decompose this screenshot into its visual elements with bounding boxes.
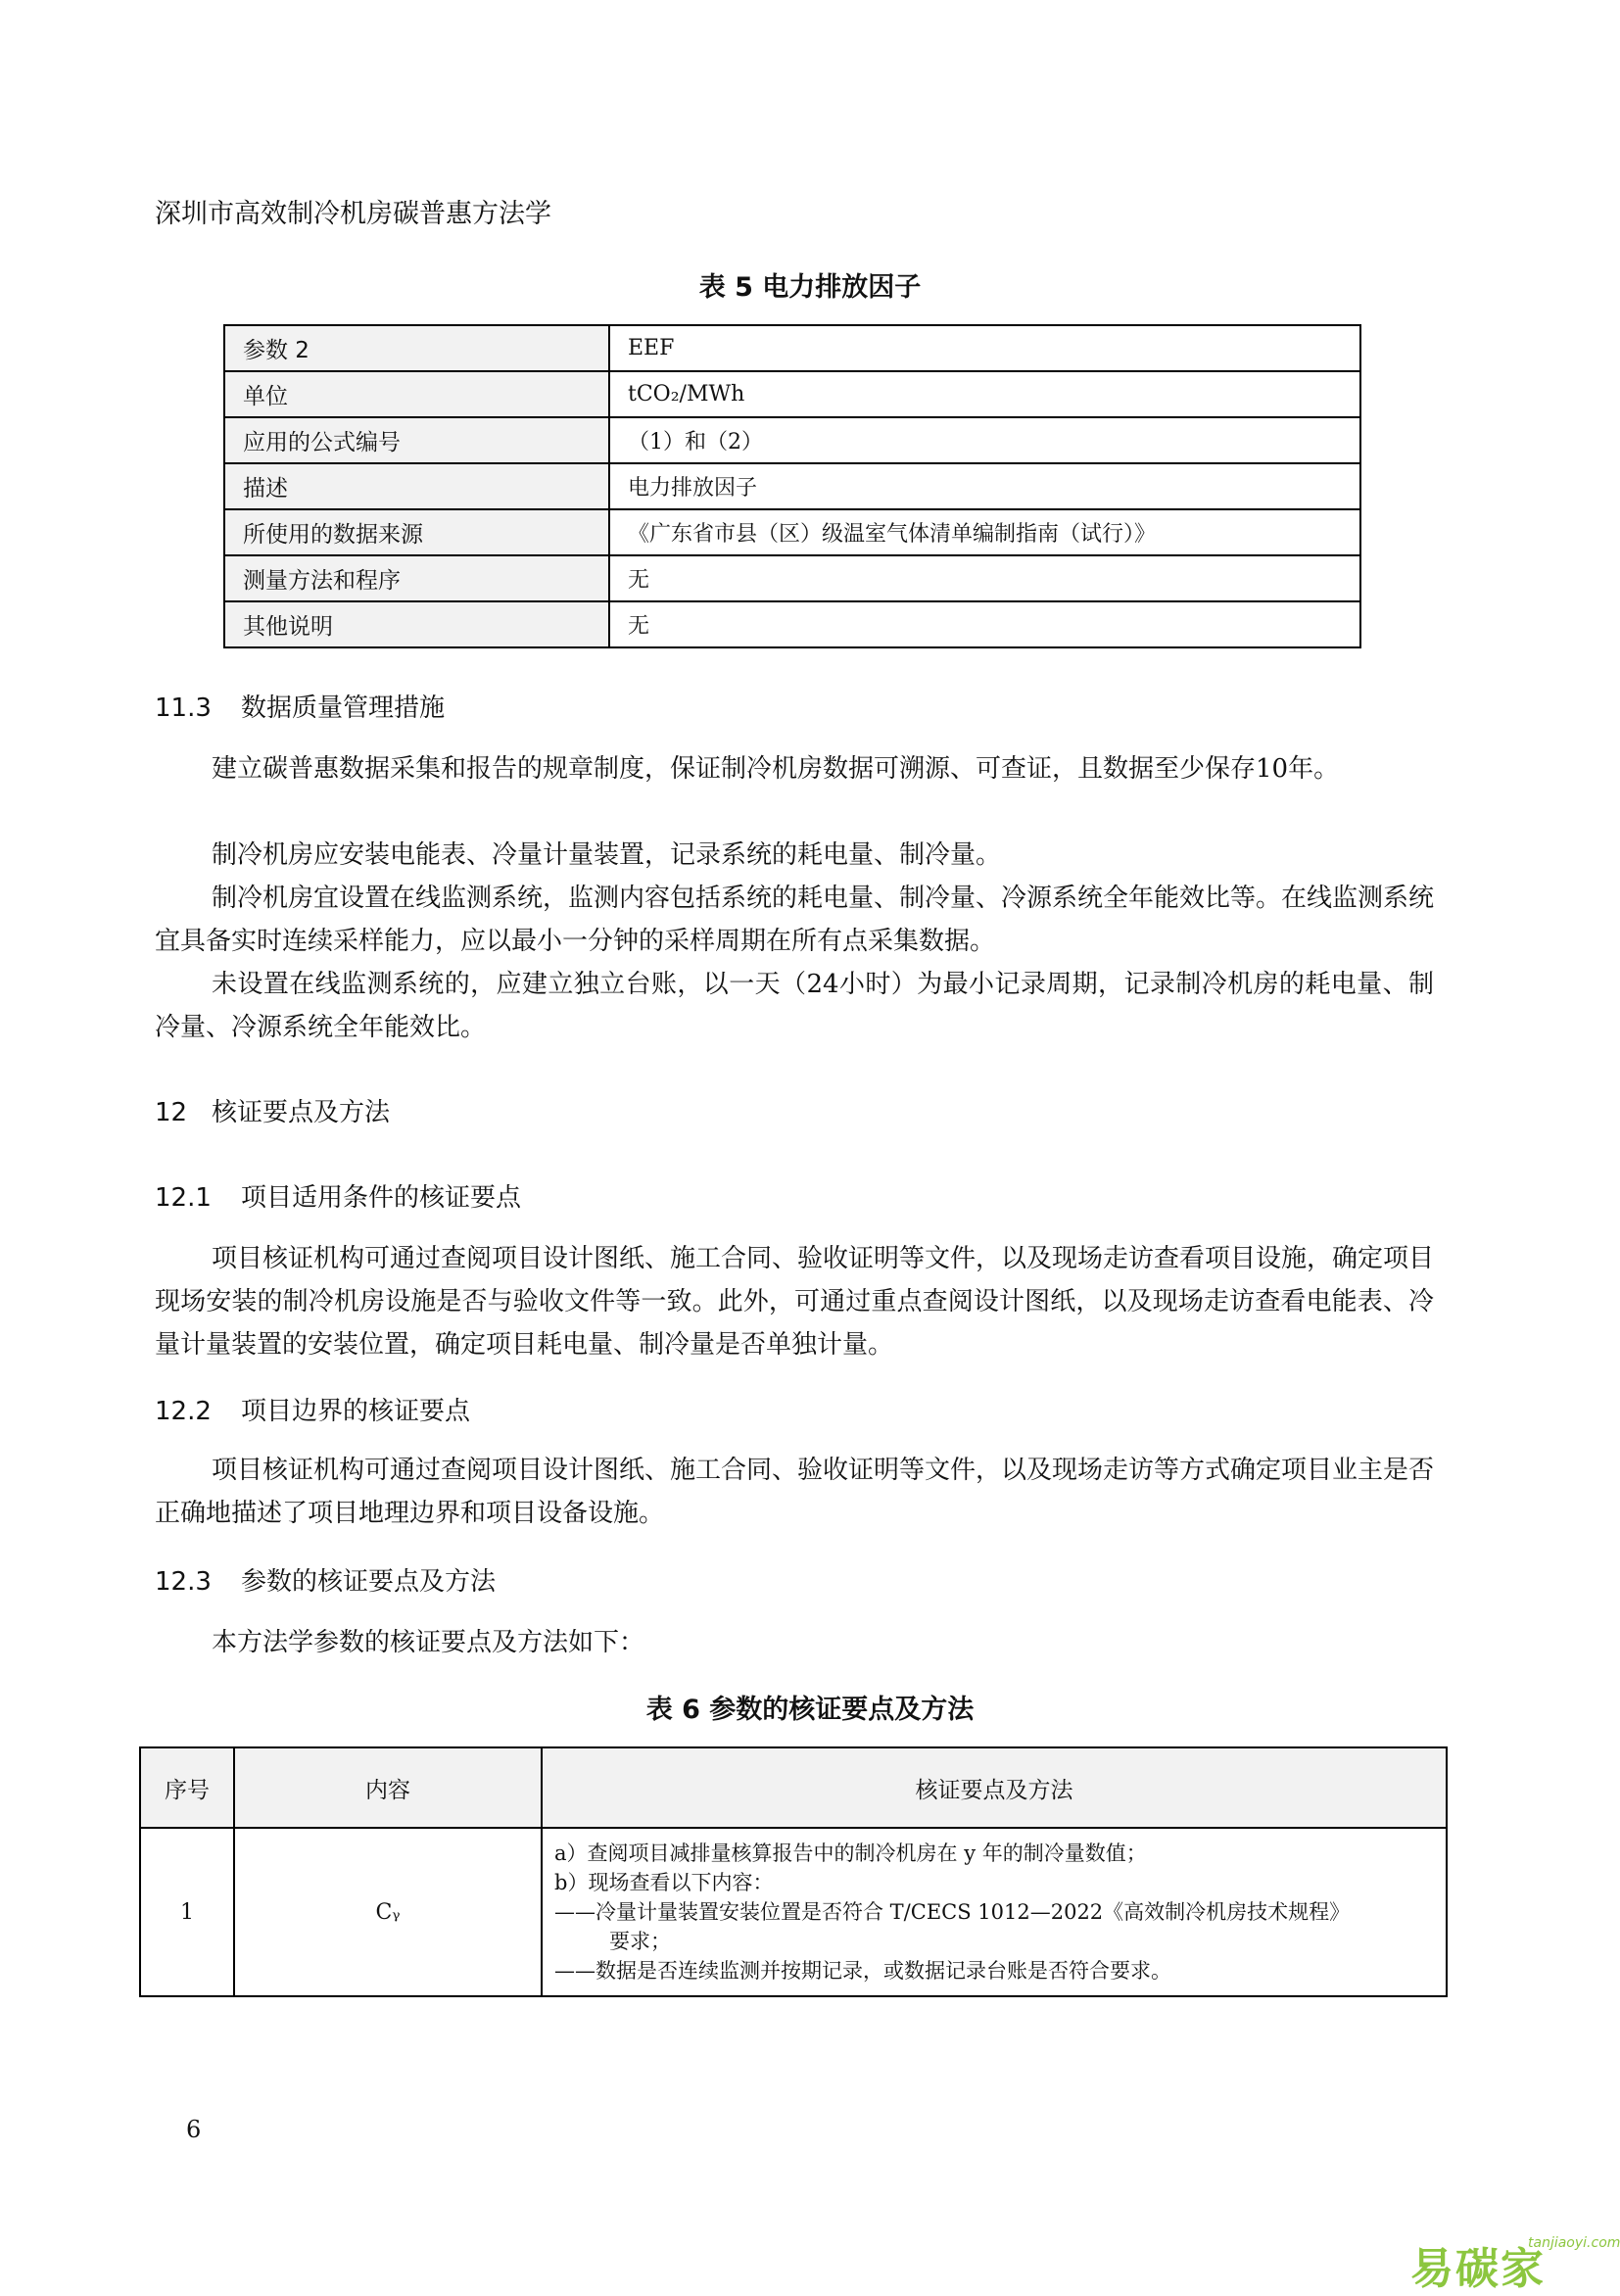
method-line: 要求； <box>609 1930 671 1953</box>
table5-key: 描述 <box>224 463 609 509</box>
table-header-row <box>140 1747 1447 1828</box>
section-11-3-heading <box>155 688 445 724</box>
table5-key: 其他说明 <box>224 601 609 647</box>
paragraph: 项目核证机构可通过查阅项目设计图纸、施工合同、验收证明等文件，以及现场走访等方式确定项目业主是否正确地描述了项目地理边界和项目设备设施。 <box>155 1456 1435 1528</box>
method-line: a）查阅项目减排量核算报告中的制冷机房在 y 年的制冷量数值； <box>554 1842 1147 1865</box>
paragraph: 制冷机房宜设置在线监测系统，监测内容包括系统的耗电量、制冷量、冷源系统全年能效比等。在线监测系统宜具备实时连续采样能力，应以最小一分钟的采样周期在所有点采集数据。 <box>155 884 1435 956</box>
table5-value: 电力排放因子 <box>609 463 1360 509</box>
table5-key: 参数 2 <box>224 325 609 371</box>
table5-caption: 表 5 电力排放因子 <box>698 272 922 303</box>
section-title: 数据质量管理措施 <box>241 694 446 723</box>
column-header: 序号 <box>140 1747 234 1828</box>
paragraph: 本方法学参数的核证要点及方法如下： <box>212 1628 645 1657</box>
table-row <box>224 371 1360 417</box>
table-row <box>224 325 1360 371</box>
method-line: ——数据是否连续监测并按期记录，或数据记录台账是否符合要求。 <box>554 1959 1171 1983</box>
table-row <box>224 601 1360 647</box>
table5-key: 应用的公式编号 <box>224 417 609 463</box>
table5-key: 所使用的数据来源 <box>224 509 609 555</box>
table-row <box>224 555 1360 601</box>
paragraph: 建立碳普惠数据采集和报告的规章制度，保证制冷机房数据可溯源、可查证，且数据至少保存10年。 <box>212 754 1340 784</box>
section-number: 12.3 <box>155 1567 212 1597</box>
section-title: 参数的核证要点及方法 <box>241 1567 497 1597</box>
column-header: 核证要点及方法 <box>542 1747 1447 1828</box>
table5-key: 单位 <box>224 371 609 417</box>
table-row <box>224 463 1360 509</box>
method-line: b）现场查看以下内容： <box>554 1871 774 1894</box>
section-number: 12 <box>155 1098 188 1127</box>
table5-value: （1）和（2） <box>609 417 1360 463</box>
section-12-heading <box>155 1092 390 1128</box>
section-12-3-heading <box>155 1561 496 1598</box>
row-content: Cᵧ <box>234 1828 542 1996</box>
section-12-2-heading <box>155 1391 470 1427</box>
paragraph: 项目核证机构可通过查阅项目设计图纸、施工合同、验收证明等文件，以及现场走访查看项目设施，确定项目现场安装的制冷机房设施是否与验收文件等一致。此外，可通过重点查阅设计图纸，以及现场走访查看电能表、冷量计量装置的安装位置，确定项目耗电量、制冷量是否单独计量。 <box>155 1244 1435 1360</box>
table6 <box>139 1746 1448 1997</box>
table5-value: EEF <box>609 325 1360 371</box>
watermark-domain: tanjiaoyi.com <box>1528 2235 1620 2251</box>
section-title: 项目适用条件的核证要点 <box>241 1183 522 1213</box>
section-title: 项目边界的核证要点 <box>241 1397 471 1426</box>
method-line: ——冷量计量装置安装位置是否符合 T/CECS 1012—2022《高效制冷机房技术规程》 <box>554 1900 1351 1924</box>
table-row <box>140 1828 1447 1996</box>
table5-key: 测量方法和程序 <box>224 555 609 601</box>
section-title: 核证要点及方法 <box>212 1098 391 1127</box>
table5-value: tCO₂/MWh <box>609 371 1360 417</box>
paragraph: 未设置在线监测系统的，应建立独立台账，以一天（24小时）为最小记录周期，记录制冷机房的耗电量、制冷量、冷源系统全年能效比。 <box>155 970 1434 1042</box>
section-12-1-heading <box>155 1177 521 1214</box>
column-header: 内容 <box>234 1747 542 1828</box>
table5-value: 无 <box>609 555 1360 601</box>
section-number: 12.1 <box>155 1183 212 1213</box>
table5-value: 《广东省市县（区）级温室气体清单编制指南（试行）》 <box>609 509 1360 555</box>
row-method <box>542 1828 1447 1996</box>
page-number: 6 <box>186 2116 202 2143</box>
document-header: 深圳市高效制冷机房碳普惠方法学 <box>155 199 551 229</box>
section-number: 11.3 <box>155 694 212 723</box>
watermark-logo: 易碳家 <box>1410 2244 1546 2294</box>
section-number: 12.2 <box>155 1397 212 1426</box>
table5-value: 无 <box>609 601 1360 647</box>
table-row <box>224 509 1360 555</box>
paragraph: 制冷机房应安装电能表、冷量计量装置，记录系统的耗电量、制冷量。 <box>212 840 1002 870</box>
table5 <box>223 324 1361 648</box>
row-number: 1 <box>140 1828 234 1996</box>
table-row <box>224 417 1360 463</box>
table6-caption: 表 6 参数的核证要点及方法 <box>645 1695 975 1725</box>
